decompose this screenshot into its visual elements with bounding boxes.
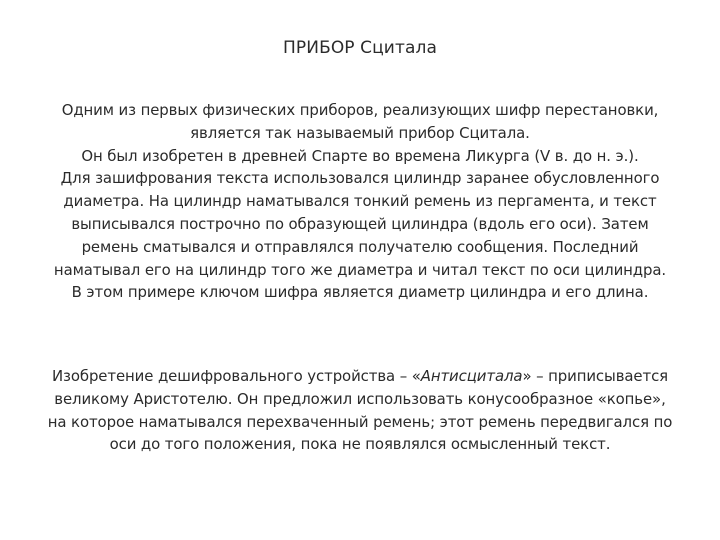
text-line: оси до того положения, пока не появлялся осмысленный текст. bbox=[109, 435, 611, 454]
text-line: Одним из первых физических приборов, реализующих шифр перестановки, bbox=[61, 101, 659, 119]
text-line: является так называемый прибор Сцитала. bbox=[190, 123, 530, 142]
text-line: В этом примере ключом шифра является диаметр цилиндра и его длина. bbox=[71, 283, 649, 302]
text-segment: » – приписывается bbox=[522, 367, 669, 385]
paragraph-antiscytale bbox=[6, 365, 714, 456]
text-line: наматывал его на цилиндр того же диаметра и читал текст по оси цилиндра. bbox=[53, 260, 667, 279]
italic-term: Антисцитала bbox=[420, 367, 523, 385]
text-line: ремень сматывался и отправлялся получателю сообщения. Последний bbox=[81, 237, 639, 256]
text-segment: Изобретение дешифровального устройства – « bbox=[51, 367, 421, 385]
text-line: выписывался построчно по образующей цилиндра (вдоль его оси). Затем bbox=[71, 214, 649, 233]
text-line: Он был изобретен в древней Спарте во времена Ликурга (V в. до н. э.). bbox=[81, 146, 639, 165]
text-line: Для зашифрования текста использовался цилиндр заранее обусловленного bbox=[60, 169, 660, 188]
text-line bbox=[6, 365, 714, 388]
text-line: на которое наматывался перехваченный ремень; этот ремень передвигался по bbox=[47, 412, 673, 431]
paragraph-scytale-description bbox=[6, 99, 714, 304]
text-line: великому Аристотелю. Он предложил использовать конусообразное «копье», bbox=[54, 389, 666, 408]
text-line: диаметра. На цилиндр наматывался тонкий ремень из пергамента, и текст bbox=[63, 192, 657, 211]
slide-title: ПРИБОР Сцитала bbox=[283, 38, 437, 58]
